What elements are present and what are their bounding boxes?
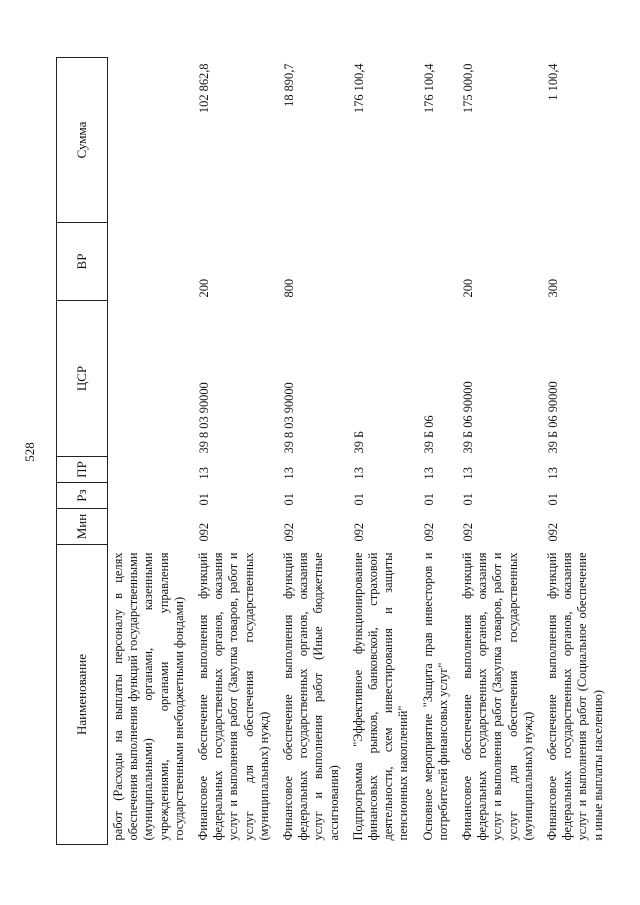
row-vr bbox=[108, 223, 194, 301]
row-csr: 39 Б 06 bbox=[421, 415, 436, 454]
row-sum: 1 100,4 bbox=[546, 63, 561, 101]
row-rz bbox=[108, 483, 194, 509]
row-min bbox=[108, 509, 194, 545]
row-name: работ (Расходы на выплаты персоналу в целях обеспечения выполнения функций государственными (муниципальными) органами, казенными учреждениями, органами управления государственными внебюджетными фондами) bbox=[111, 552, 186, 841]
row-sum: 176 100,4 bbox=[351, 63, 366, 114]
row-rz: 01 bbox=[421, 493, 436, 506]
row-rz: 01 bbox=[282, 493, 297, 506]
row-pr: 13 bbox=[421, 467, 436, 480]
row-min: 092 bbox=[546, 522, 561, 542]
table-row bbox=[193, 58, 278, 845]
row-csr: 39 Б bbox=[351, 430, 366, 454]
row-pr bbox=[108, 457, 194, 483]
row-vr: 300 bbox=[546, 278, 561, 298]
row-vr: 200 bbox=[461, 278, 476, 298]
table-row bbox=[108, 58, 194, 845]
row-vr: 800 bbox=[282, 278, 297, 298]
row-sum: 18 890,7 bbox=[282, 63, 297, 107]
row-pr: 13 bbox=[351, 467, 366, 480]
row-sum: 102 862,8 bbox=[197, 63, 212, 114]
row-rz: 01 bbox=[546, 493, 561, 506]
row-pr: 13 bbox=[197, 467, 212, 480]
row-min: 092 bbox=[282, 522, 297, 542]
row-rz: 01 bbox=[351, 493, 366, 506]
row-sum: 175 000,0 bbox=[461, 63, 476, 114]
table-row bbox=[278, 58, 348, 845]
row-min: 092 bbox=[351, 522, 366, 542]
row-pr: 13 bbox=[546, 467, 561, 480]
row-csr: 39 8 03 90000 bbox=[197, 382, 212, 454]
header-name: Наименование bbox=[57, 545, 108, 845]
budget-table-sheet bbox=[56, 58, 605, 845]
row-csr: 39 Б 06 90000 bbox=[461, 381, 476, 454]
row-pr: 13 bbox=[461, 467, 476, 480]
header-vr: ВР bbox=[57, 223, 108, 301]
page-number: 528 bbox=[22, 442, 37, 462]
row-min: 092 bbox=[197, 522, 212, 542]
header-min: Мин bbox=[57, 509, 108, 545]
row-name: Финансовое обеспечение выполнения функций федеральных государственных органов, оказания услуг и выполнения работ (Закупка товаров, работ и услуг для обеспечения государственных (муниципальных) нужд) bbox=[196, 552, 271, 841]
row-name: Финансовое обеспечение выполнения функций федеральных государственных органов, оказания услуг и выполнения работ (Иные бюджетные ассигнования) bbox=[281, 552, 341, 841]
table-row bbox=[542, 58, 612, 845]
table-row bbox=[457, 58, 542, 845]
row-csr: 39 Б 06 90000 bbox=[546, 381, 561, 454]
row-vr bbox=[418, 223, 457, 301]
row-sum: 176 100,4 bbox=[421, 63, 436, 114]
header-csr: ЦСР bbox=[57, 301, 108, 457]
row-sum bbox=[108, 58, 194, 223]
table-header-row bbox=[57, 58, 108, 845]
row-name: Основное мероприятие "Защита прав инвесторов и потребителей финансовых услуг" bbox=[420, 552, 450, 841]
row-csr bbox=[108, 301, 194, 457]
row-min: 092 bbox=[461, 522, 476, 542]
row-min: 092 bbox=[421, 522, 436, 542]
header-rz: Рз bbox=[57, 483, 108, 509]
row-pr: 13 bbox=[282, 467, 297, 480]
table-row bbox=[418, 58, 457, 845]
header-sum: Сумма bbox=[57, 58, 108, 223]
row-csr: 39 8 03 90000 bbox=[282, 382, 297, 454]
row-vr: 200 bbox=[197, 278, 212, 298]
row-rz: 01 bbox=[461, 493, 476, 506]
table-row bbox=[348, 58, 418, 845]
header-pr: ПР bbox=[57, 457, 108, 483]
row-name: Финансовое обеспечение выполнения функций федеральных государственных органов, оказания услуг и выполнения работ (Социальное обеспечение и иные выплаты населению) bbox=[545, 552, 605, 841]
budget-table bbox=[56, 57, 612, 845]
row-name: Подпрограмма "Эффективное функционирование финансовых рынков, банковской, страховой деятельности, схем инвестирования и защиты пенсионных накоплений" bbox=[350, 552, 411, 841]
row-vr bbox=[348, 223, 418, 301]
row-name: Финансовое обеспечение выполнения функций федеральных государственных органов, оказания услуг и выполнения работ (Закупка товаров, работ и услуг для обеспечения государственных (муниципальных) нужд) bbox=[460, 552, 535, 841]
row-rz: 01 bbox=[197, 493, 212, 506]
